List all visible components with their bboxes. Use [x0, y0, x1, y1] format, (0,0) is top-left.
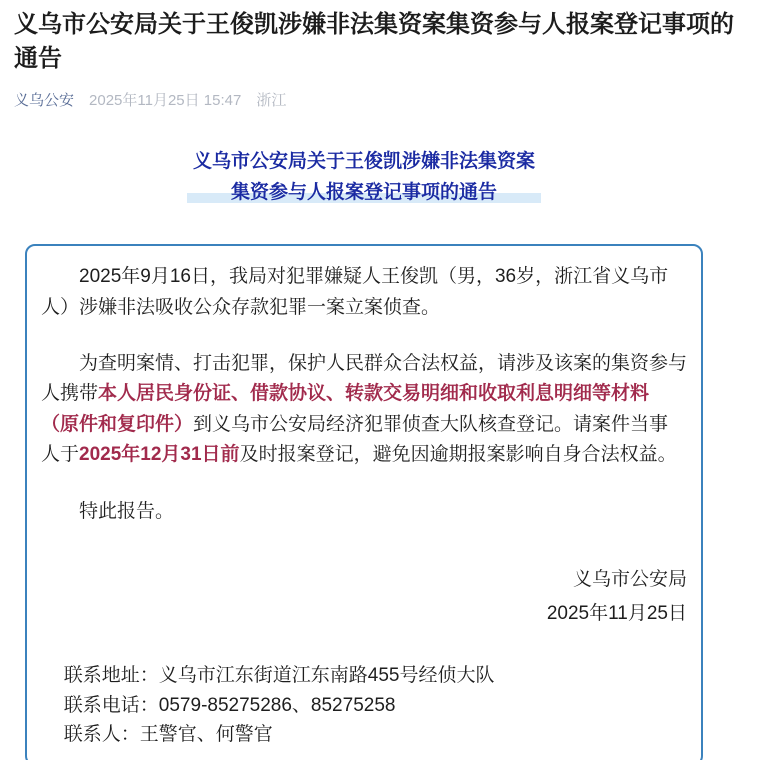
contact-block — [64, 661, 687, 749]
required-materials-emphasis: 本人居民身份证、借款协议、转款交易明细和收取利息明细等材料（原件和复印件） — [41, 383, 650, 435]
registration-text-1: 为查明案情、打击犯罪，保护人民群众合法权益，请涉及该案的集资参与人携带 — [41, 352, 688, 405]
article-title: 义乌市公安局关于王俊凯涉嫌非法集资案集资参与人报案登记事项的通告 — [14, 11, 734, 73]
notice-box — [25, 244, 703, 760]
notice-title-line2-wrap — [14, 177, 714, 208]
paragraph-case-filing: 2025年9月16日，我局对犯罪嫌疑人王俊凯（男，36岁，浙江省义乌市人）涉嫌非法吸收公众存款犯罪一案立案侦查。 — [41, 266, 669, 318]
signature-date: 2025年11月25日 — [546, 603, 687, 625]
contact-address: 联系地址：义乌市江东街道江东南路455号经侦大队 — [63, 665, 495, 687]
signature-block — [41, 563, 687, 631]
signature-org: 义乌市公安局 — [572, 568, 687, 590]
notice-title — [14, 146, 714, 208]
publish-datetime: 2025年11月25日 15:47 — [89, 92, 242, 110]
account-name-link[interactable]: 义乌公安 — [14, 92, 75, 110]
contact-person: 联系人：王警官、何警官 — [63, 724, 273, 746]
paragraph-closing: 特此报告。 — [79, 500, 175, 522]
notice-title-line2-highlighted: 集资参与人报案登记事项的通告 — [187, 182, 541, 203]
paragraph-registration-instructions — [41, 349, 687, 471]
registration-text-3: 及时报案登记，避免因逾期报案影响自身合法权益。 — [239, 444, 677, 466]
contact-phone: 联系电话：0579-85275286、85275258 — [63, 694, 396, 716]
deadline-emphasis: 2025年12月31日前 — [79, 444, 240, 466]
registration-text-2: 到义乌市公安局经济犯罪侦查大队核查登记。请案件当事人于 — [41, 413, 669, 466]
publish-region: 浙江 — [256, 92, 287, 110]
notice-title-line1: 义乌市公安局关于王俊凯涉嫌非法集资案 — [192, 151, 535, 173]
byline — [14, 89, 768, 110]
